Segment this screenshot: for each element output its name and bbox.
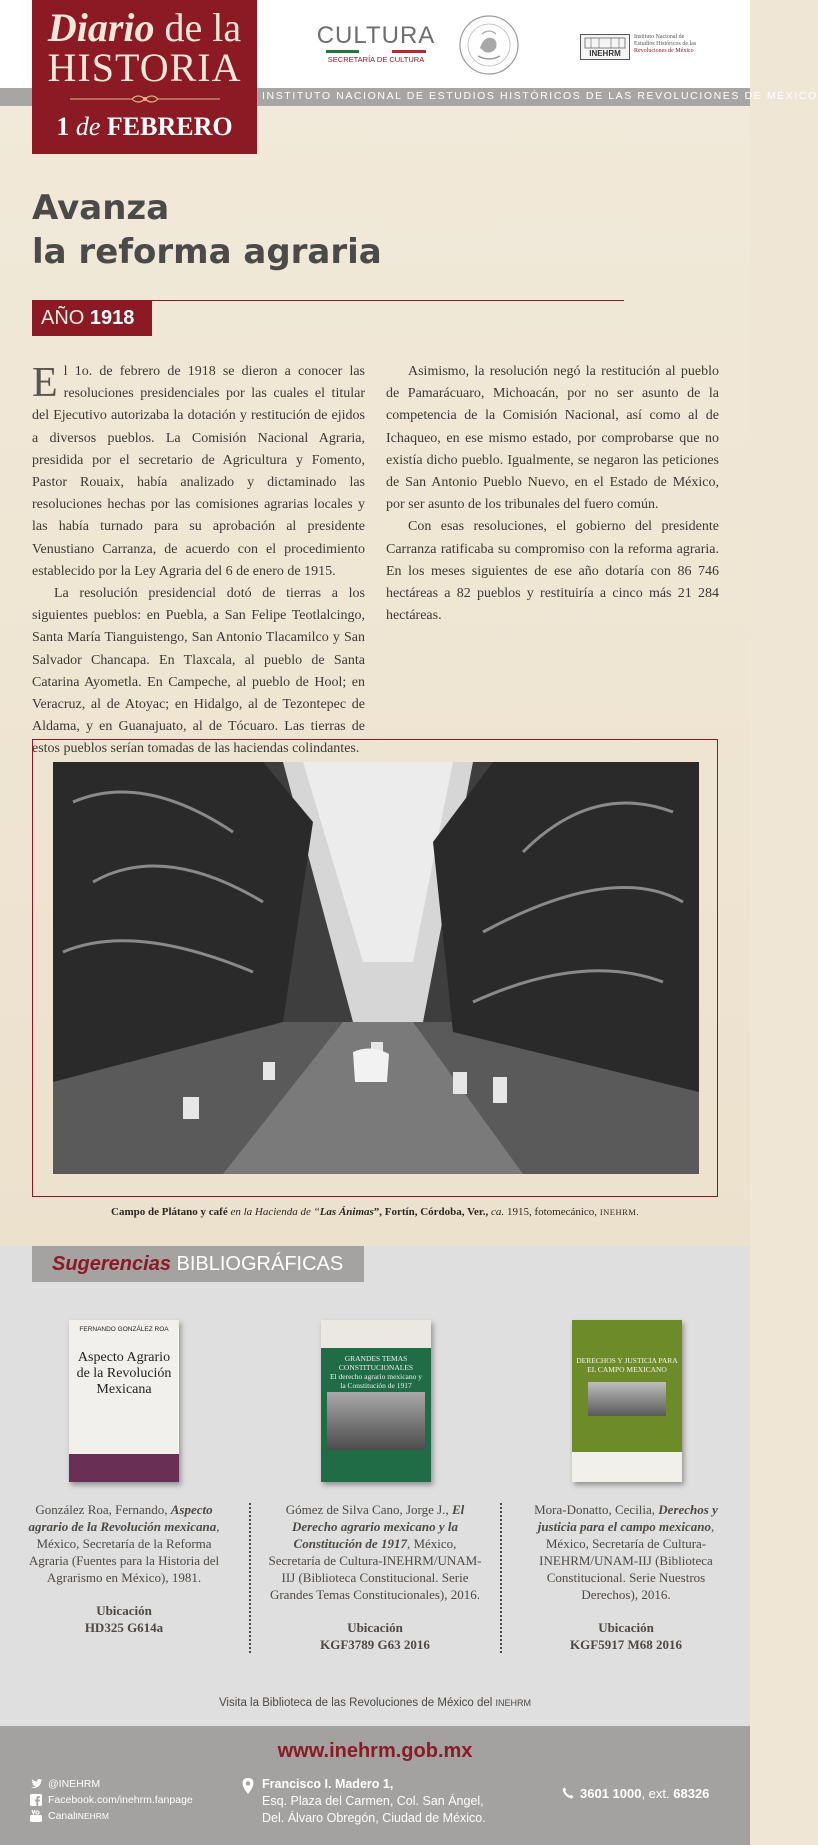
book-2-top xyxy=(321,1320,431,1348)
paragraph-1 xyxy=(32,361,365,583)
flag-rule xyxy=(326,50,426,53)
bib-heading-italic: Sugerencias xyxy=(52,1253,171,1275)
year-tag xyxy=(32,301,152,336)
book-3-location-label: Ubicación xyxy=(598,1620,654,1635)
caption-part-4: ”, Fortín, Córdoba, Ver., xyxy=(373,1206,489,1218)
caption-part-3: Las Ánimas xyxy=(319,1206,374,1218)
book-reference-3 xyxy=(519,1501,733,1653)
book-reference-2 xyxy=(268,1501,482,1653)
visit-inehrm: INEHRM xyxy=(495,1698,532,1708)
book-1-author: González Roa, Fernando, xyxy=(35,1502,171,1517)
title-line2: la reforma agraria xyxy=(32,232,382,272)
caption-part-1: Campo de Plátano y café xyxy=(111,1206,228,1218)
social-links xyxy=(30,1776,193,1824)
divider-1 xyxy=(249,1503,251,1653)
website-link[interactable]: www.inehrm.gob.mx xyxy=(277,1740,473,1762)
book-3-cover-title: DERECHOS Y JUSTICIA PARA EL CAMPO MEXICANO xyxy=(576,1356,678,1374)
book-1-location-label: Ubicación xyxy=(96,1603,152,1618)
phone-number[interactable] xyxy=(562,1786,709,1801)
inehrm-building-icon xyxy=(580,34,630,60)
caption-part-6: 1915, fotomecánico, xyxy=(504,1206,600,1218)
book-cover-2[interactable] xyxy=(321,1320,431,1482)
date-month: FEBRERO xyxy=(106,112,233,141)
date-label xyxy=(32,112,257,142)
youtube-channel: INEHRM xyxy=(75,1811,109,1821)
library-visit-note xyxy=(0,1697,750,1709)
inehrm-small-2: Estudios Históricos de las xyxy=(634,41,697,47)
cultura-word: CULTURA xyxy=(316,22,436,49)
year-label: AÑO xyxy=(41,307,85,329)
book-2-cover-series: GRANDES TEMAS CONSTITUCIONALES xyxy=(338,1354,414,1372)
caption-part-5: ca. xyxy=(488,1206,505,1218)
date-day: 1 xyxy=(56,112,70,141)
article-column-2 xyxy=(386,361,719,627)
book-3-location: KGF5917 M68 2016 xyxy=(570,1637,682,1652)
paragraph-4: Con esas resoluciones, el gobierno del presidente Carranza ratificaba su compromiso con la reforma agraria. En los meses siguientes de ese año dotaría con 86 746 hectáreas a 82 pueblos y restituiría a cinco más 21 284 hectáreas. xyxy=(386,519,719,624)
book-1-citation xyxy=(17,1501,231,1586)
phone-ext: 68326 xyxy=(673,1786,710,1801)
facebook-icon xyxy=(30,1794,42,1806)
book-1-cover-author: FERNANDO GONZÁLEZ ROA xyxy=(79,1326,169,1333)
divider-2 xyxy=(500,1503,502,1653)
brand-rest: de la xyxy=(164,5,242,50)
book-3-cover-photo xyxy=(588,1382,666,1416)
book-2-citation xyxy=(268,1501,482,1603)
article-title xyxy=(32,186,382,274)
address-line-2: Esq. Plaza del Carmen, Col. San Ángel, xyxy=(262,1794,484,1808)
inehrm-logo-text: INEHRM xyxy=(589,49,621,58)
book-cover-3[interactable] xyxy=(572,1320,682,1482)
book-2-cover-text xyxy=(327,1354,425,1390)
location-pin-icon xyxy=(242,1778,254,1794)
book-1-cover-title: Aspecto Agrario de la Revolución Mexicana xyxy=(76,1350,172,1397)
caption-part-2: en la Hacienda de “ xyxy=(227,1206,320,1218)
address-text xyxy=(262,1776,486,1827)
book-reference-1 xyxy=(17,1501,231,1636)
drop-cap: E xyxy=(32,360,58,406)
article-column-1 xyxy=(32,361,365,761)
youtube-label: Canal xyxy=(48,1810,76,1822)
inehrm-small-1: Instituto Nacional de xyxy=(634,34,685,40)
twitter-icon xyxy=(30,1778,42,1790)
book-2-location: KGF3789 G63 2016 xyxy=(320,1637,430,1652)
brand-line2: HISTORIA xyxy=(47,45,242,90)
institute-name: INSTITUTO NACIONAL DE ESTUDIOS HISTÓRICOS DE LAS REVOLUCIONES DE MÉXICO xyxy=(262,90,818,102)
facebook-url: Facebook.com/inehrm.fanpage xyxy=(48,1794,193,1806)
inehrm-logo-small xyxy=(634,34,702,55)
book-2-details: , México, Secretaría de Cultura-INEHRM/UNAM-IIJ (Biblioteca Constitucional. Serie Grandes Temas Constitucionales), 2016. xyxy=(268,1536,482,1602)
twitter-link[interactable] xyxy=(30,1776,193,1792)
book-3-title: Derechos y justicia para el campo mexicano xyxy=(537,1502,718,1534)
title-line1: Avanza xyxy=(32,188,170,228)
inehrm-logo xyxy=(580,34,700,62)
diario-de-la-historia-logo xyxy=(32,0,257,154)
book-3-author: Mora-Donatto, Cecilia, xyxy=(534,1502,659,1517)
phone-main: 3601 1000 xyxy=(580,1786,642,1801)
book-2-location-label: Ubicación xyxy=(347,1620,403,1635)
book-1-location: HD325 G614a xyxy=(84,1620,164,1635)
address-line-3: Del. Álvaro Obregón, Ciudad de México. xyxy=(262,1811,486,1825)
bib-heading-rest: BIBLIOGRÁFICAS xyxy=(170,1253,344,1275)
ornament-icon xyxy=(70,92,220,106)
paragraph-3: Asimismo, la resolución negó la restitución al pueblo de Pamarácuaro, Michoacán, por no ser asunto de la competencia de la Comisión Nacional, así como al de Ichaqueo, en ese mismo estado, por comprobarse que no existía dicho pueblo. Igualmente, se negaron las peticiones de San Antonio Pueblo Nuevo, en el Estado de México, por ser asunto de los tribunales del fuero común. xyxy=(386,364,719,513)
banana-plantation-photo xyxy=(53,762,699,1174)
book-1-band xyxy=(69,1454,179,1482)
brand-italic: Diario xyxy=(47,5,155,50)
youtube-icon xyxy=(30,1810,42,1822)
book-cover-1[interactable] xyxy=(69,1320,179,1482)
book-3-details: , México, Secretaría de Cultura-INEHRM/UNAM-IIJ (Biblioteca Constitucional. Serie Nuestros Derechos), 2016. xyxy=(539,1519,715,1602)
cultura-logo xyxy=(312,22,440,64)
address-block xyxy=(242,1776,486,1827)
facebook-link[interactable] xyxy=(30,1792,193,1808)
phone-ext-label: , ext. xyxy=(641,1786,674,1801)
date-de: de xyxy=(75,112,101,141)
photo-frame xyxy=(32,739,718,1197)
address-line-1: Francisco I. Madero 1, xyxy=(262,1777,394,1791)
youtube-link[interactable] xyxy=(30,1808,193,1824)
inehrm-small-3: Revoluciones de México xyxy=(634,48,694,54)
year-value: 1918 xyxy=(89,307,135,329)
book-3-foot xyxy=(572,1452,682,1482)
book-1-details: , México, Secretaría de la Reforma Agraria (Fuentes para la Historia del Agrarismo en México), 1981. xyxy=(28,1519,220,1585)
twitter-handle: @INEHRM xyxy=(48,1778,101,1790)
brand-line1 xyxy=(32,6,257,50)
bibliography-section xyxy=(0,1246,750,1726)
caption-part-7: INEHRM. xyxy=(599,1207,639,1217)
book-2-author: Gómez de Silva Cano, Jorge J., xyxy=(285,1502,452,1517)
historic-photo xyxy=(53,762,699,1174)
cultura-sub: SECRETARÍA DE CULTURA xyxy=(327,55,425,64)
book-2-title: El Derecho agrario mexicano y la Constitución de 1917 xyxy=(291,1502,465,1551)
national-seal-icon xyxy=(458,14,520,76)
book-1-title: Aspecto agrario de la Revolución mexicana xyxy=(28,1502,217,1534)
visit-text: Visita la Biblioteca de las Revoluciones de México del xyxy=(218,1697,496,1709)
phone-icon xyxy=(562,1787,574,1799)
book-2-cover-photo xyxy=(327,1392,425,1450)
photo-caption xyxy=(0,1206,750,1218)
paragraph-2: La resolución presidencial dotó de tierras a los siguientes pueblos: en Puebla, a San Felipe Teotlalcingo, Santa María Tianguistengo, San Antonio Tlacamilco y San Salvador Chancapa. En Tlaxcala, al pueblo de Santa Catarina Ayometla. En Campeche, al pueblo de Hool; en Veracruz, al de Atoyac; en Hidalgo, al de Tezontepec de Aldama, y en Guanajuato, al de Tócuaro. Las tierras de estos pueblos serían tomadas de las haciendas colindantes. xyxy=(32,586,365,757)
building-icon xyxy=(581,35,629,49)
book-3-citation xyxy=(519,1501,733,1603)
book-2-cover-title: El derecho agrario mexicano y la Constitución de 1917 xyxy=(329,1372,423,1390)
paragraph-1-text: l 1o. de febrero de 1918 se dieron a conocer las resoluciones presidenciales por las cuales el titular del Ejecutivo autorizaba la dotación y restitución de ejidos a diversos pueblos. La Comisión Nacional Agraria, presidida por el secretario de Agricultura y Fomento, Pastor Rouaix, había analizado y dictaminado las resoluciones hechas por las comisiones agrarias locales y las había turnado para su aprobación al presidente Venustiano Carranza, de acuerdo con el procedimiento establecido por la Ley Agraria del 6 de enero de 1915. xyxy=(32,364,365,579)
bibliography-heading xyxy=(32,1246,364,1282)
